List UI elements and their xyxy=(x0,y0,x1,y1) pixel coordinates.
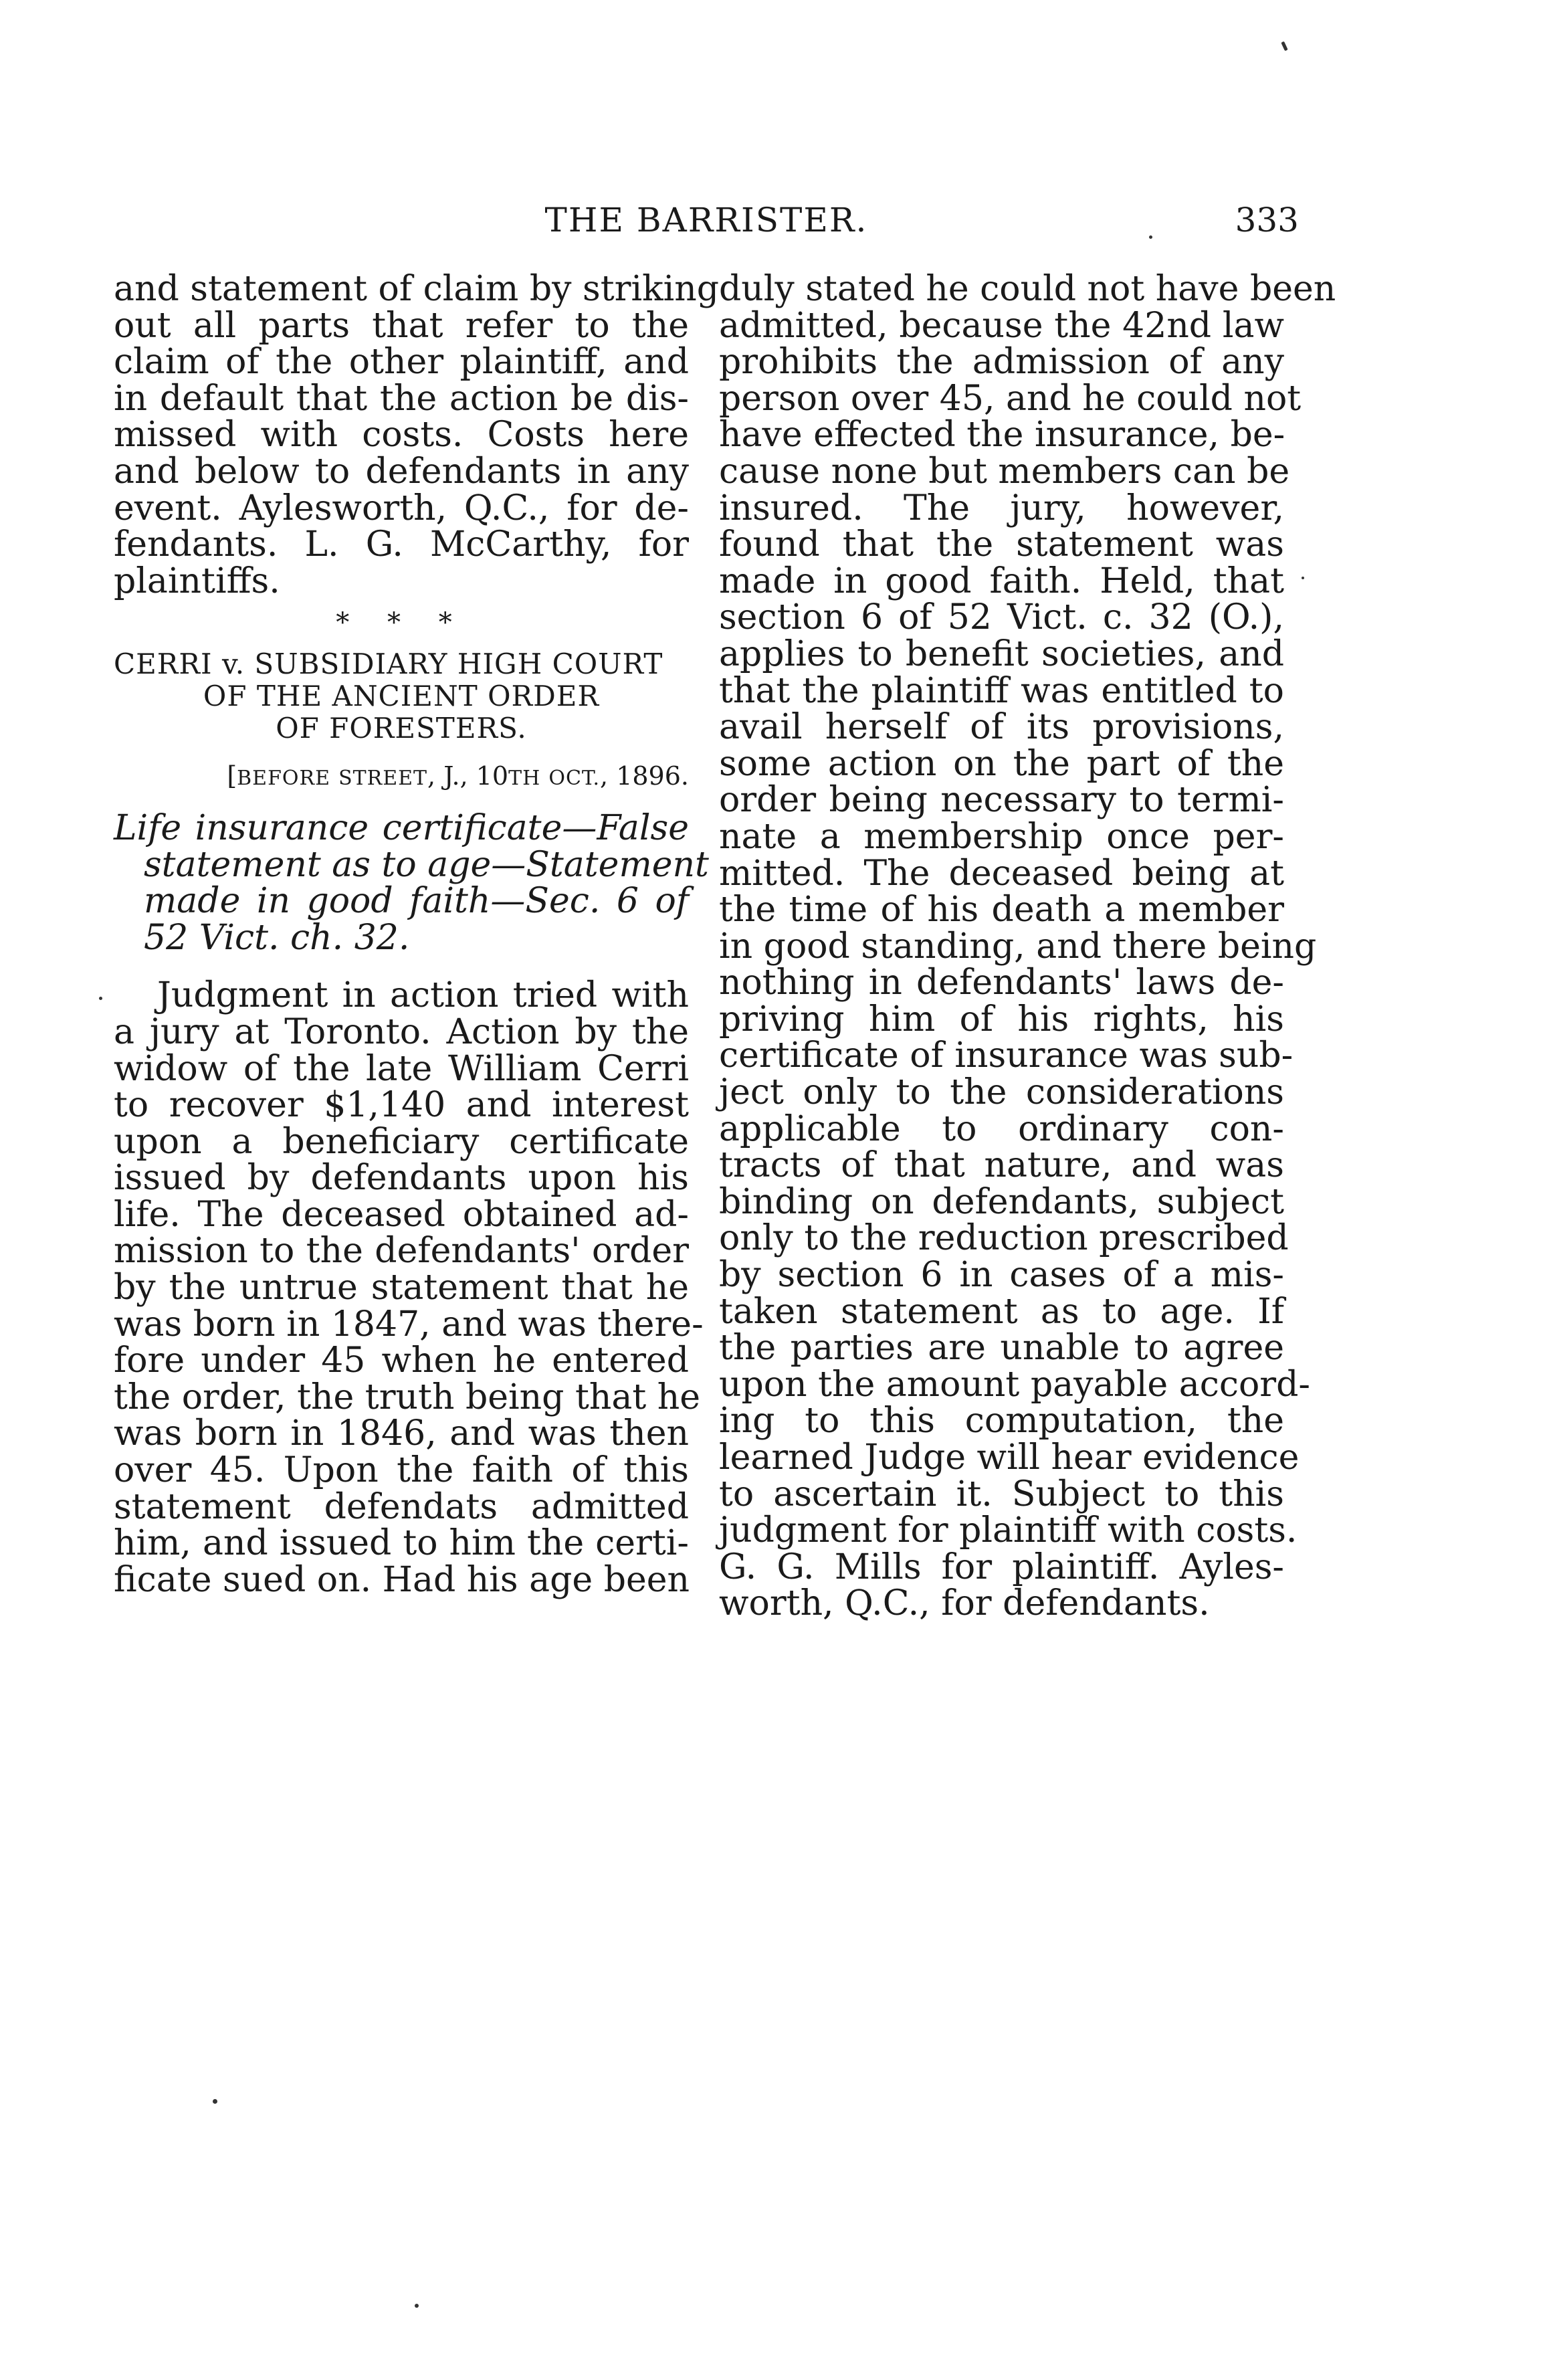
text-line: over 45. Upon the faith of this xyxy=(114,1450,689,1491)
text-line: to ascertain it. Subject to this xyxy=(719,1474,1284,1514)
headnote-line: statement as to age—Statement xyxy=(144,844,709,885)
running-head xyxy=(114,201,1299,247)
text-line: the parties are unable to agree xyxy=(719,1328,1284,1369)
text-line: to recover $1,140 and interest xyxy=(114,1085,689,1126)
text-line: missed with costs. Costs here xyxy=(114,415,689,456)
text-line: that the plaintiff was entitled to xyxy=(719,670,1284,711)
case-heading-line: OF THE ANCIENT ORDER xyxy=(203,679,600,712)
text-line: in good standing, and there being xyxy=(719,926,1317,967)
text-line: by the untrue statement that he xyxy=(114,1268,689,1308)
text-line: section 6 of 52 Vict. c. 32 (O.), xyxy=(719,597,1284,638)
text-line: nothing in defendants' laws de- xyxy=(719,963,1284,1003)
scan-speck xyxy=(213,2099,217,2104)
text-line: ing to this computation, the xyxy=(719,1401,1284,1442)
text-line: a jury at Toronto. Action by the xyxy=(114,1011,689,1052)
scan-speck xyxy=(1281,41,1287,52)
text-line: the time of his death a member xyxy=(719,890,1284,930)
text-line: applicable to ordinary con- xyxy=(719,1108,1284,1149)
left-paragraph-continuation xyxy=(114,269,720,601)
text-line: by section 6 in cases of a mis- xyxy=(719,1255,1284,1296)
text-line: insured. The jury, however, xyxy=(719,488,1284,528)
text-line: order being necessary to termi- xyxy=(719,780,1284,821)
text-line: upon a beneficiary certificate xyxy=(114,1121,689,1162)
text-line: life. The deceased obtained ad- xyxy=(114,1194,689,1235)
case-heading-line: CERRI v. SUBSIDIARY HIGH COURT xyxy=(114,647,663,680)
text-line: some action on the part of the xyxy=(719,743,1284,784)
text-line: ficate sued on. Had his age been xyxy=(114,1559,690,1600)
text-line: have effected the insurance, be- xyxy=(719,415,1285,456)
running-title: THE BARRISTER. xyxy=(544,201,868,239)
headnote-line: Life insurance certificate—False xyxy=(114,807,689,848)
text-line: avail herself of its provisions, xyxy=(719,707,1284,748)
text-line: was born in 1847, and was there- xyxy=(114,1304,704,1345)
text-line: certificate of insurance was sub- xyxy=(719,1035,1293,1076)
text-line: ject only to the considerations xyxy=(719,1072,1284,1113)
text-line: found that the statement was xyxy=(719,524,1284,565)
right-column xyxy=(719,269,1336,1624)
text-line: person over 45, and he could not xyxy=(719,378,1302,419)
text-line: statement defendats admitted xyxy=(114,1486,689,1527)
page-number: 333 xyxy=(1235,201,1299,239)
text-line: the order, the truth being that he xyxy=(114,1377,701,1417)
scan-speck xyxy=(99,997,102,1000)
scan-speck xyxy=(415,2304,419,2308)
court-open-bracket: [ xyxy=(227,761,237,791)
text-line: plaintiffs. xyxy=(114,561,280,601)
case-heading-line: OF FORESTERS. xyxy=(276,711,527,745)
text-line: issued by defendants upon his xyxy=(114,1158,689,1199)
text-line: Judgment in action tried with xyxy=(157,975,689,1016)
text-line: taken statement as to age. If xyxy=(719,1291,1284,1332)
text-line: prohibits the admission of any xyxy=(719,342,1284,383)
text-line: judgment for plaintiff with costs. xyxy=(719,1510,1298,1551)
court-date-prefix: , J., 10 xyxy=(427,761,509,791)
court-before: BEFORE xyxy=(237,766,330,790)
headnote xyxy=(114,807,709,958)
text-line: only to the reduction prescribed xyxy=(719,1218,1289,1259)
text-line: tracts of that nature, and was xyxy=(719,1145,1284,1186)
text-line: upon the amount payable accord- xyxy=(719,1364,1310,1405)
text-line: binding on defendants, subject xyxy=(719,1181,1284,1222)
text-line: was born in 1846, and was then xyxy=(114,1413,689,1454)
headnote-line: made in good faith—Sec. 6 of xyxy=(144,881,689,922)
court-year: , 1896. xyxy=(600,761,689,791)
text-line: learned Judge will hear evidence xyxy=(719,1437,1300,1478)
left-column xyxy=(114,269,720,1600)
text-line: fore under 45 when he entered xyxy=(114,1341,689,1381)
text-line: duly stated he could not have been xyxy=(719,269,1336,309)
text-line: admitted, because the 42nd law xyxy=(719,305,1284,346)
text-line: nate a membership once per- xyxy=(719,816,1284,857)
text-line: worth, Q.C., for defendants. xyxy=(719,1583,1210,1624)
scan-speck xyxy=(1149,235,1152,239)
text-line: and below to defendants in any xyxy=(114,451,689,492)
text-line: fendants. L. G. McCarthy, for xyxy=(114,524,689,565)
text-line: and statement of claim by striking xyxy=(114,269,720,309)
text-line: made in good faith. Held, that xyxy=(719,561,1284,601)
text-line: event. Aylesworth, Q.C., for de- xyxy=(114,488,689,528)
text-line: out all parts that refer to the xyxy=(114,305,689,346)
text-line: mitted. The deceased being at xyxy=(719,853,1284,894)
court-date-suffix: TH xyxy=(508,766,541,790)
text-line: applies to benefit societies, and xyxy=(719,633,1284,674)
text-line: cause none but members can be xyxy=(719,451,1290,492)
text-line: widow of the late William Cerri xyxy=(114,1048,689,1089)
headnote-line: 52 Vict. ch. 32. xyxy=(144,917,410,958)
text-line: mission to the defendants' order xyxy=(114,1231,689,1272)
text-line: claim of the other plaintiff, and xyxy=(114,342,689,383)
judgment-paragraph xyxy=(114,975,704,1600)
text-line: priving him of his rights, his xyxy=(719,999,1284,1039)
text-line: in default that the action be dis- xyxy=(114,378,689,419)
court-line xyxy=(114,759,689,795)
case-heading xyxy=(114,648,689,745)
text-line: G. G. Mills for plaintiff. Ayles- xyxy=(719,1547,1284,1587)
court-month: OCT. xyxy=(548,766,601,790)
court-judge: STREET xyxy=(338,766,428,790)
scan-speck xyxy=(1302,577,1304,579)
section-separator: * * * xyxy=(336,607,467,639)
text-line: him, and issued to him the certi- xyxy=(114,1523,689,1564)
